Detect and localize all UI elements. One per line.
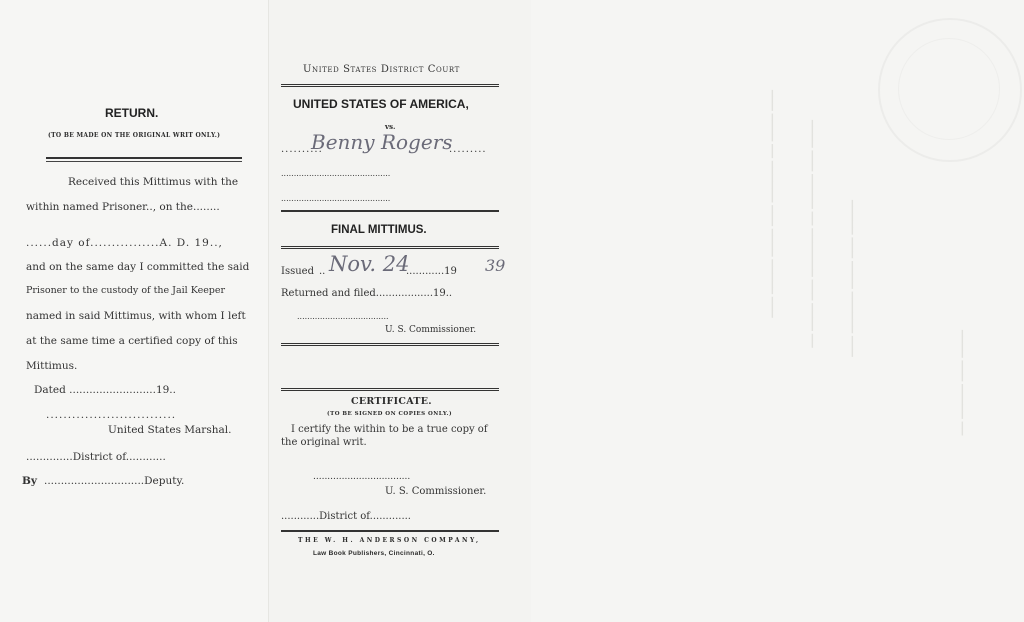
return-line-1: Received this Mittimus with the bbox=[68, 176, 239, 188]
return-title: RETURN. bbox=[105, 106, 159, 120]
return-line-3: ......day of................A. D. 19.., bbox=[26, 237, 223, 249]
certificate-note: (TO BE SIGNED ON COPIES ONLY.) bbox=[327, 411, 453, 417]
certificate-text-2: the original writ. bbox=[281, 437, 367, 448]
certificate-title: CERTIFICATE. bbox=[351, 396, 432, 407]
certificate-text-1: I certify the within to be a true copy of bbox=[291, 424, 488, 435]
returned-filed-line: Returned and filed..................19.. bbox=[281, 288, 453, 299]
return-panel bbox=[0, 0, 268, 622]
divider bbox=[46, 157, 242, 159]
by-label: By bbox=[22, 475, 37, 487]
certificate-commissioner-label: U. S. Commissioner. bbox=[385, 486, 487, 497]
publisher-location: Law Book Publishers, Cincinnati, O. bbox=[313, 550, 435, 557]
plaintiff-name: UNITED STATES OF AMERICA, bbox=[293, 97, 469, 111]
divider bbox=[281, 84, 499, 87]
district-line: ..............District of............ bbox=[26, 451, 166, 463]
bleed-through-text: ▁▁▁▁ ▁▁▁ ▁▁▁▁▁ ▁▁ bbox=[961, 330, 971, 436]
blank-line-2: ........................................... bbox=[281, 194, 391, 203]
return-line-5: Prisoner to the custody of the Jail Keeper bbox=[26, 285, 226, 296]
bleed-through-text: ▁▁▁ ▁▁▁▁ ▁▁ ▁▁▁▁▁▁ ▁▁▁ ▁▁▁▁ ▁▁▁▁▁ ▁▁▁ bbox=[771, 90, 781, 318]
return-line-8: Mittimus. bbox=[26, 360, 78, 372]
court-name: United States District Court bbox=[303, 64, 460, 75]
return-line-6: named in said Mittimus, with whom I left bbox=[26, 310, 246, 322]
bleed-through-text: ▁▁▁▁ ▁▁▁ ▁▁▁▁▁ ▁▁ ▁▁▁▁▁▁▁ ▁▁▁ ▁▁▁▁ ▁▁ bbox=[811, 120, 821, 348]
issued-dots-a: .. bbox=[319, 266, 326, 277]
form-title: FINAL MITTIMUS. bbox=[331, 224, 427, 236]
divider bbox=[46, 161, 242, 162]
certificate-district-line: ............District of............. bbox=[281, 511, 411, 522]
issued-date-handwritten: Nov. 24 bbox=[329, 252, 410, 276]
blank-line-1: ........................................... bbox=[281, 169, 391, 178]
mittimus-panel bbox=[268, 0, 532, 622]
return-line-4: and on the same day I committed the said bbox=[26, 261, 250, 273]
certificate-signature-line: .................................. bbox=[313, 472, 411, 482]
divider bbox=[281, 246, 499, 249]
commissioner-label: U. S. Commissioner. bbox=[385, 325, 477, 335]
divider bbox=[281, 343, 499, 346]
issued-year-handwritten: 39 bbox=[485, 256, 506, 275]
defendant-handwritten: Benny Rogers bbox=[311, 130, 453, 154]
publisher-name: THE W. H. ANDERSON COMPANY, bbox=[298, 537, 481, 544]
marshal-label: United States Marshal. bbox=[108, 424, 232, 436]
deputy-line: ..............................Deputy. bbox=[44, 475, 185, 487]
dated-line: Dated ..........................19.. bbox=[34, 384, 176, 396]
bleed-through-text: ▁▁▁▁▁ ▁▁▁ ▁▁▁▁ ▁▁▁▁▁▁ ▁▁▁ bbox=[851, 200, 861, 357]
defendant-dots-left: .......... bbox=[281, 144, 323, 155]
commissioner-signature-line: .................................... bbox=[297, 312, 389, 321]
return-note: (TO BE MADE ON THE ORIGINAL WRIT ONLY.) bbox=[48, 132, 221, 139]
divider bbox=[281, 530, 499, 532]
issued-label: Issued bbox=[281, 266, 314, 277]
embossed-seal-inner-icon bbox=[898, 38, 1000, 140]
return-line-2: within named Prisoner.., on the........ bbox=[26, 201, 220, 213]
defendant-dots-right: ......... bbox=[449, 144, 487, 155]
return-line-7: at the same time a certified copy of this bbox=[26, 335, 238, 347]
blank-panel bbox=[531, 0, 1024, 622]
issued-dots-b: ............19 bbox=[406, 266, 457, 277]
divider bbox=[281, 388, 499, 391]
signature-line: .............................. bbox=[46, 409, 177, 421]
versus-label: vs. bbox=[385, 122, 396, 131]
divider bbox=[281, 210, 499, 212]
